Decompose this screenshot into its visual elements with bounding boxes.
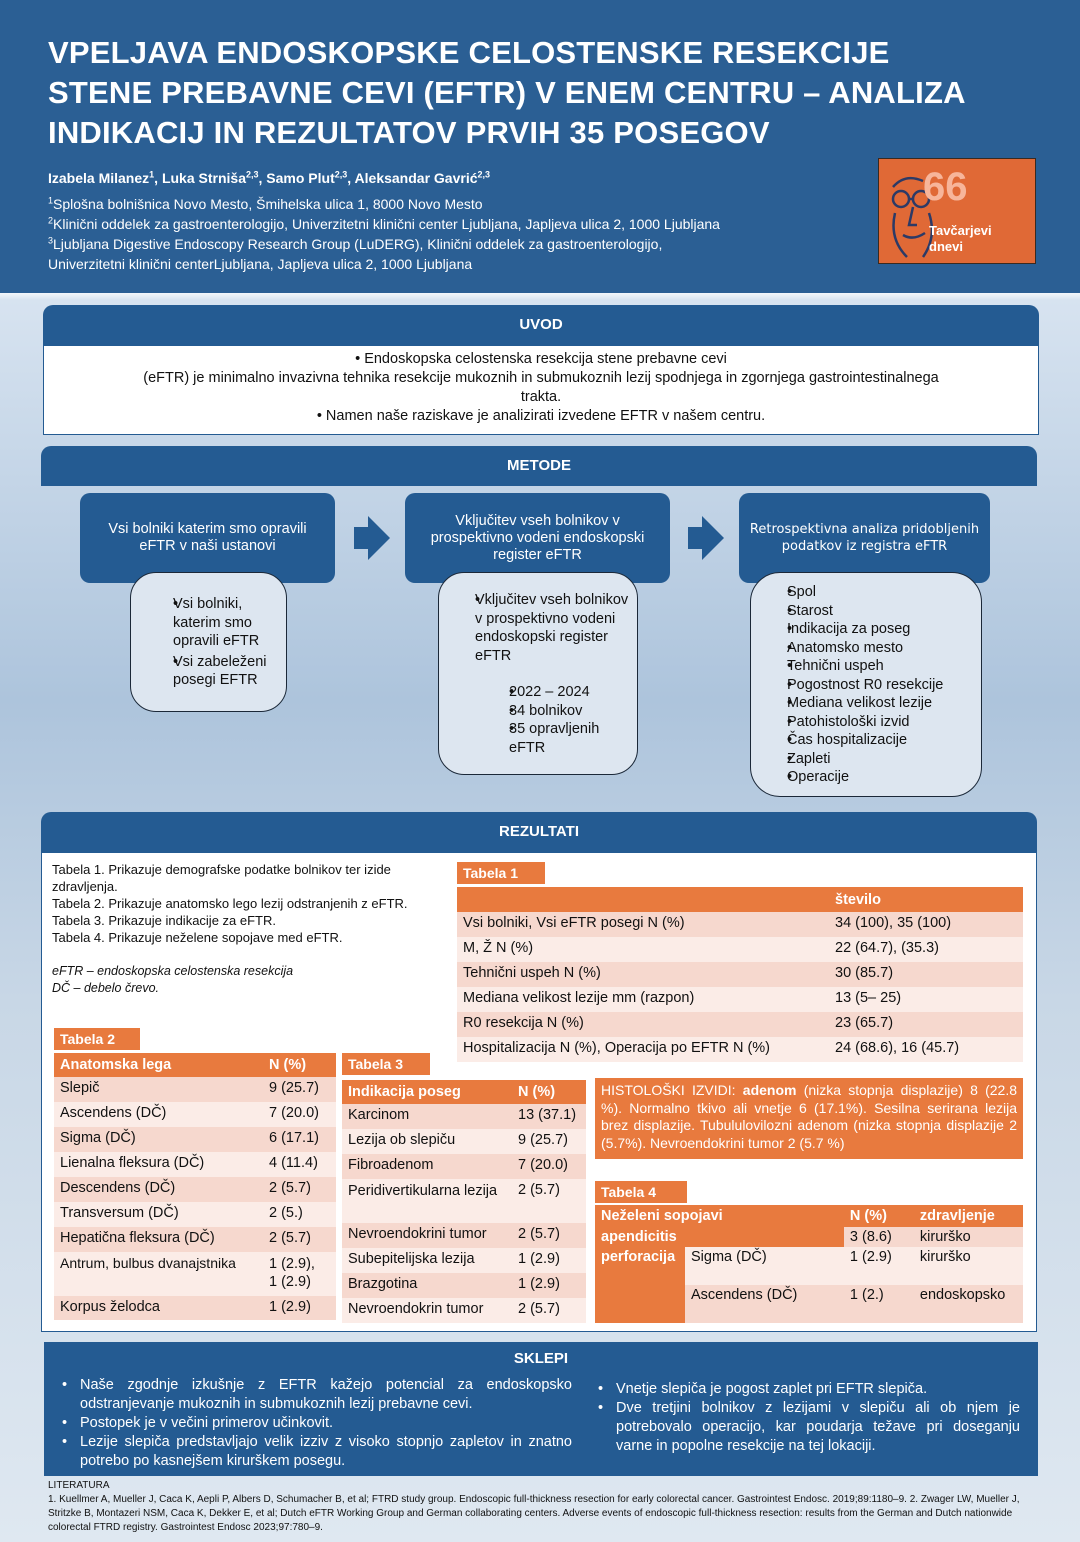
list-item: • Starost bbox=[765, 602, 975, 621]
uvod-heading: UVOD bbox=[43, 305, 1039, 345]
affiliation: Univerzitetni klinični centerLjubljana, Japljeva ulica 2, 1000 Ljubljana bbox=[48, 256, 473, 272]
poster-header bbox=[0, 0, 1080, 293]
table-row: Subepitelijska lezija 1 (2.9) bbox=[342, 1248, 586, 1273]
list-item: • Vključitev vseh bolnikov v prospektivno vodeni endoskopski register eFTR bbox=[453, 591, 633, 665]
list-item: • Dve tretjini bolnikov z lezijami v slepiču ali ob njem je potrebovalo operacijo, kar poudarja težave pri doseganju varne in popolne resekcije na tej lokaciji. bbox=[594, 1399, 1020, 1456]
table-row: Vsi bolniki, Vsi eFTR posegi N (%) 34 (100), 35 (100) bbox=[457, 912, 1023, 937]
method-step-2: Vključitev vseh bolnikov v prospektivno vodeni endoskopski register eFTR bbox=[405, 493, 670, 583]
affiliation: $^2$Klinični oddelek za gastroenterologijo, Univerzitetni klinični center Ljubljana, Japljeva ulica 2, 1000 Ljubljana bbox=[48, 215, 720, 232]
method-detail-1 bbox=[130, 572, 287, 712]
table-2: Anatomska lega N (%) Slepič 9 (25.7) Ascendens (DČ) 7 (20.0) Sigma (DČ) 6 (17.1) Lienalna fleksura (DČ) 4 (11.4) Descendens (DČ) 2 (5.7) Transversum (DČ) 2 (5.) Hepatična fleksura (DČ) 2 (5.7) Antrum, bulbus dvanajstnika 1 (2.9), 1 (2.9) Korpus želodca 1 (2.9) bbox=[54, 1053, 336, 1320]
method-detail-2 bbox=[438, 572, 638, 775]
table-row: Tehnični uspeh N (%) 30 (85.7) bbox=[457, 962, 1023, 987]
list-item: • Vsi zabeleženi posegi EFTR bbox=[151, 653, 281, 690]
results-description: Tabela 1. Prikazuje demografske podatke bolnikov ter izide zdravljenja. Tabela 2. Prikazuje anatomsko lego lezij odstranjenih z eFTR. Tabela 3. Prikazuje indikacije za eFTR. Tabela 4. Prikazuje neželene sopojave med eFTR. eFTR – endoskopska celostenska resekcija DČ – debelo črevo. bbox=[52, 862, 408, 995]
references bbox=[48, 1479, 1033, 1535]
sklepi-heading: SKLEPI bbox=[44, 1342, 1038, 1376]
references-text: 1. Kuellmer A, Mueller J, Caca K, Aepli P, Albers D, Schumacher B, et al; FTRD study group. Endoscopic full-thickness resection for early colorectal cancer. Gastrointest Endosc. 2019;89:1180–9. 2. Zwager LW, Mueller J, Stritzke B, Montazeri NSM, Caca K, Dekker E, et al; Dutch eFTR Working Group and German collaborating centers. Adverse events of endoscopic full-thickness resection: results from the German and Dutch nationwide colorectal FTRD registry. Gastrointest Endosc 2023;97:780–9. bbox=[48, 1494, 1020, 1533]
table-2-label: Tabela 2 bbox=[54, 1028, 140, 1050]
table-row: R0 resekcija N (%) 23 (65.7) bbox=[457, 1012, 1023, 1037]
table-4: Neželeni sopojavi N (%) zdravljenje apendicitis 3 (8.6) kirurško perforacija Sigma (DČ) 1 (2.9) kirurško Ascendens (DČ) 1 (2.) endoskopsko bbox=[595, 1205, 1023, 1323]
method-detail-3 bbox=[750, 572, 982, 797]
table-row: Mediana velikost lezije mm (razpon) 13 (5– 25) bbox=[457, 987, 1023, 1012]
table-row: Peridivertikularna lezija 2 (5.7) bbox=[342, 1179, 586, 1223]
list-item: • Lezije slepiča predstavljajo velik izziv z visoko stopnjo zapletov in znatno potrebo po kasnejšem kirurškem posegu. bbox=[58, 1433, 572, 1471]
logo-text: Tavčarjevi dnevi bbox=[929, 223, 992, 254]
sklepi-body bbox=[44, 1376, 1038, 1476]
list-item: • Naše zgodnje izkušnje z EFTR kažejo potencial za endoskopsko odstranjevanje mukoznih in submukoznih lezij prebavne cevi. bbox=[58, 1376, 572, 1414]
uvod-body: • Endoskopska celostenska resekcija stene prebavne cevi (eFTR) je minimalno invazivna tehnika resekcije mukoznih in submukoznih lezij spodnjega in zgornjega gastrointestinalnega trakta. • Namen naše raziskave je analizirati izvedene EFTR v našem centru. bbox=[43, 345, 1039, 435]
table-row: Karcinom 13 (37.1) bbox=[342, 1104, 586, 1129]
table-row: Transversum (DČ) 2 (5.) bbox=[54, 1202, 336, 1227]
table-3-label: Tabela 3 bbox=[342, 1053, 430, 1075]
list-item: • Postopek je v večini primerov učinkovit. bbox=[58, 1414, 572, 1433]
list-item: • Vnetje slepiča je pogost zaplet pri EFTR slepiča. bbox=[594, 1380, 1020, 1399]
table-row: Ascendens (DČ) 7 (20.0) bbox=[54, 1102, 336, 1127]
table-4-label: Tabela 4 bbox=[595, 1181, 687, 1203]
list-item: • Operacije bbox=[765, 768, 975, 787]
table-1-label: Tabela 1 bbox=[457, 862, 545, 884]
table-row: perforacija Sigma (DČ) 1 (2.9) kirurško bbox=[595, 1247, 1023, 1285]
references-heading: LITERATURA bbox=[48, 1480, 110, 1491]
rezultati-heading: REZULTATI bbox=[41, 812, 1037, 852]
poster-title: VPELJAVA ENDOSKOPSKE CELOSTENSKE RESEKCIJE STENE PREBAVNE CEVI (EFTR) V ENEM CENTRU – ANALIZA INDIKACIJ IN REZULTATOV PRVIH 35 POSEGOV bbox=[48, 35, 966, 150]
conference-logo bbox=[878, 158, 1036, 264]
affiliation: $^1$Splošna bolnišnica Novo Mesto, Šmihelska ulica 1, 8000 Novo Mesto bbox=[48, 195, 483, 212]
arrow-right-icon bbox=[354, 527, 368, 549]
list-item: • Zapleti bbox=[765, 750, 975, 769]
method-step-3: Retrospektivna analiza pridobljenih podatkov iz registra eFTR bbox=[739, 493, 990, 583]
table-row: M, Ž N (%) 22 (64.7), (35.3) bbox=[457, 937, 1023, 962]
table-row: Korpus želodca 1 (2.9) bbox=[54, 1296, 336, 1320]
list-item: • Mediana velikost lezije bbox=[765, 694, 975, 713]
list-item: • Anatomsko mesto bbox=[765, 639, 975, 658]
table-row: Antrum, bulbus dvanajstnika 1 (2.9), 1 (2.9) bbox=[54, 1252, 336, 1296]
table-row: Sigma (DČ) 6 (17.1) bbox=[54, 1127, 336, 1152]
list-item: • 34 bolnikov bbox=[487, 702, 637, 721]
metode-heading: METODE bbox=[41, 446, 1037, 486]
table-row: Nevroendokrin tumor 2 (5.7) bbox=[342, 1298, 586, 1323]
list-item: • Vsi bolniki, katerim smo opravili eFTR bbox=[151, 595, 281, 651]
affiliation: $^3$Ljubljana Digestive Endoscopy Research Group (LuDERG), Klinični oddelek za gastroenterologijo, bbox=[48, 235, 663, 252]
method-step-1: Vsi bolniki katerim smo opravili eFTR v naši ustanovi bbox=[80, 493, 335, 583]
table-1: število Vsi bolniki, Vsi eFTR posegi N (%) 34 (100), 35 (100) M, Ž N (%) 22 (64.7), (35.3) Tehnični uspeh N (%) 30 (85.7) Mediana velikost lezije mm (razpon) 13 (5– 25) R0 resekcija N (%) 23 (65.7) Hospitalizacija N (%), Operacija po EFTR N (%) 24 (68.6), 16 (45.7) bbox=[457, 887, 1023, 1062]
table-row: Lienalna fleksura (DČ) 4 (11.4) bbox=[54, 1152, 336, 1177]
histology-findings: HISTOLOŠKI IZVIDI: adenom (nizka stopnja displazije) 8 (22.8 %). Normalno tkivo ali vnetje 6 (17.1%). Sesilna serirana lezija brez displazije. Tubululovilozni adenom (nizka stopnja displazije 2 (5.7%). Nevroendokrini tumor 2 (5.7 %) bbox=[595, 1078, 1023, 1159]
arrow-right-icon bbox=[688, 527, 702, 549]
table-row: Fibroadenom 7 (20.0) bbox=[342, 1154, 586, 1179]
table-row: Lezija ob slepiču 9 (25.7) bbox=[342, 1129, 586, 1154]
arrow-right-icon bbox=[368, 516, 390, 560]
list-item: • Spol bbox=[765, 583, 975, 602]
list-item: • Čas hospitalizacije bbox=[765, 731, 975, 750]
authors: Izabela Milanez$^1$, Luka Strniša$^{2,3}$, Samo Plut$^{2,3}$, Aleksandar Gavrić$^{2,3}$ bbox=[48, 169, 491, 186]
table-row: apendicitis 3 (8.6) kirurško bbox=[595, 1227, 1023, 1247]
table-row: Slepič 9 (25.7) bbox=[54, 1077, 336, 1102]
list-item: • 2022 – 2024 bbox=[487, 683, 637, 702]
table-row: Hospitalizacija N (%), Operacija po EFTR N (%) 24 (68.6), 16 (45.7) bbox=[457, 1037, 1023, 1062]
list-item: • 35 opravljenih eFTR bbox=[487, 720, 637, 757]
table-row: Ascendens (DČ) 1 (2.) endoskopsko bbox=[595, 1285, 1023, 1323]
logo-number: 66 bbox=[923, 165, 968, 209]
list-item: • Indikacija za poseg bbox=[765, 620, 975, 639]
table-row: Brazgotina 1 (2.9) bbox=[342, 1273, 586, 1298]
list-item: • Patohistološki izvid bbox=[765, 713, 975, 732]
table-row: Nevroendokrini tumor 2 (5.7) bbox=[342, 1223, 586, 1248]
table-row: Hepatična fleksura (DČ) 2 (5.7) bbox=[54, 1227, 336, 1252]
table-row: Descendens (DČ) 2 (5.7) bbox=[54, 1177, 336, 1202]
arrow-right-icon bbox=[702, 516, 724, 560]
list-item: • Tehnični uspeh bbox=[765, 657, 975, 676]
table-3: Indikacija poseg N (%) Karcinom 13 (37.1) Lezija ob slepiču 9 (25.7) Fibroadenom 7 (20.0) Peridivertikularna lezija 2 (5.7) Nevroendokrini tumor 2 (5.7) Subepitelijska lezija 1 (2.9) Brazgotina 1 (2.9) Nevroendokrin tumor 2 (5.7) bbox=[342, 1080, 586, 1323]
list-item: • Pogostnost R0 resekcije bbox=[765, 676, 975, 695]
